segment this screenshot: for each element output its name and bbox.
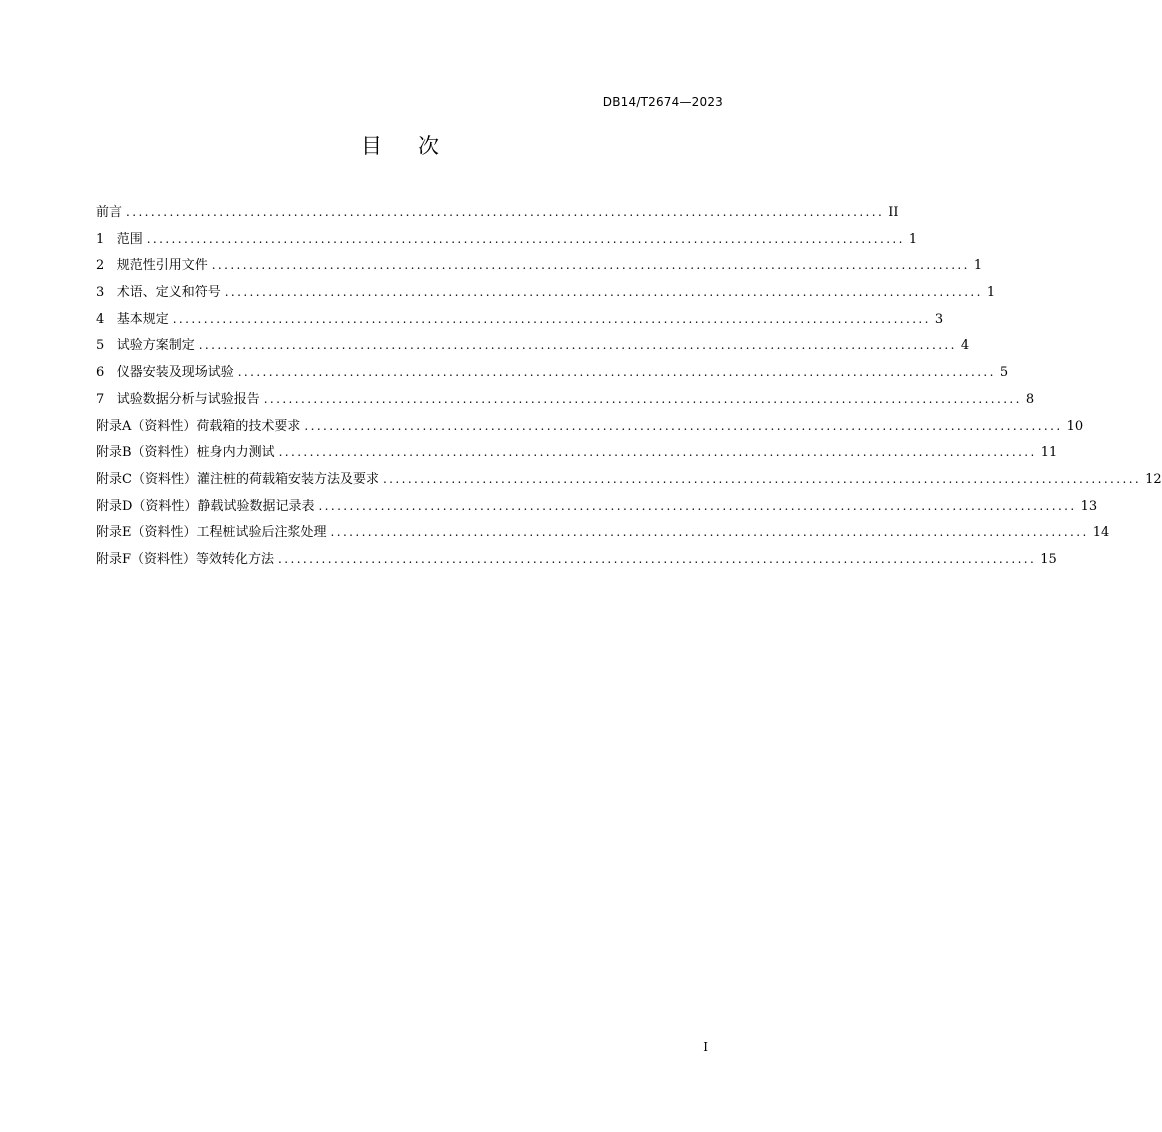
toc-entry-6[interactable] xyxy=(96,361,1009,388)
toc-entry-page: 12 xyxy=(1145,471,1162,487)
toc-leader-dots: .......................................................................................................................... xyxy=(172,311,931,326)
toc-leader-dots: .......................................................................................................................... xyxy=(237,365,996,380)
toc-leader-dots: .......................................................................................................................... xyxy=(304,418,1063,433)
appendix-prefix: 附录C（资料性） xyxy=(96,471,197,487)
toc-leader-dots: .......................................................................................................................... xyxy=(146,231,905,246)
toc-entry-page: 14 xyxy=(1092,525,1110,541)
appendix-label: 灌注桩的荷载箱安装方法及要求 xyxy=(196,471,379,487)
page-title xyxy=(0,130,800,160)
toc-appendix-f[interactable] xyxy=(96,548,1057,575)
toc-leader-dots: .......................................................................................................................... xyxy=(318,498,1077,513)
toc-entry-page: 5 xyxy=(999,365,1009,381)
toc-entry-foreword[interactable] xyxy=(96,201,899,228)
toc-entry-page: 10 xyxy=(1066,418,1084,434)
toc-entry-page: 8 xyxy=(1025,391,1035,407)
toc-entry-page: 1 xyxy=(973,258,983,274)
toc-entry-page: 1 xyxy=(986,285,996,301)
appendix-label: 桩身内力测试 xyxy=(196,445,275,461)
toc-entry-label: 术语、定义和符号 xyxy=(116,285,221,301)
toc-entry-label: 试验方案制定 xyxy=(116,338,195,354)
appendix-label: 等效转化方法 xyxy=(196,551,275,567)
toc-entry-label: 范围 xyxy=(116,231,143,247)
toc-entry-number: 3 xyxy=(96,285,105,301)
appendix-prefix: 附录A（资料性） xyxy=(96,418,197,434)
toc-leader-dots: .......................................................................................................................... xyxy=(278,551,1037,566)
toc-leader-dots: .......................................................................................................................... xyxy=(211,258,970,273)
toc-entry-number: 5 xyxy=(96,338,105,354)
toc-leader-dots: .......................................................................................................................... xyxy=(263,391,1022,406)
toc-entry-2[interactable] xyxy=(96,254,983,281)
toc-entry-label: 试验数据分析与试验报告 xyxy=(116,391,260,407)
toc-appendix-e[interactable] xyxy=(96,521,1110,548)
toc-entry-number: 7 xyxy=(96,391,105,407)
toc-entry-5[interactable] xyxy=(96,334,970,361)
appendix-label: 静载试验数据记录表 xyxy=(197,498,315,514)
toc-entry-label: 规范性引用文件 xyxy=(116,258,208,274)
appendix-label: 荷载箱的技术要求 xyxy=(196,418,301,434)
toc-leader-dots: .......................................................................................................................... xyxy=(330,525,1089,540)
title-char-1: 目 xyxy=(361,134,382,158)
toc-entry-page: 13 xyxy=(1080,498,1098,514)
toc-appendix-c[interactable] xyxy=(96,468,1162,495)
appendix-prefix: 附录B（资料性） xyxy=(96,445,197,461)
toc-leader-dots: .......................................................................................................................... xyxy=(382,471,1142,486)
toc-entry-number: 4 xyxy=(96,311,105,327)
toc-entry-number: 2 xyxy=(96,258,105,274)
toc-entry-page: 1 xyxy=(908,231,918,247)
toc-entry-page: 4 xyxy=(960,338,970,354)
toc-entry-number: 6 xyxy=(96,365,105,381)
appendix-prefix: 附录D（资料性） xyxy=(96,498,198,514)
appendix-prefix: 附录E（资料性） xyxy=(96,525,197,541)
toc-leader-dots: .......................................................................................................................... xyxy=(126,205,885,219)
appendix-prefix: 附录F（资料性） xyxy=(96,551,197,567)
toc-entry-label: 仪器安装及现场试验 xyxy=(116,365,234,381)
page-number: I xyxy=(703,1040,708,1054)
toc-appendix-b[interactable] xyxy=(96,441,1058,468)
toc-entry-1[interactable] xyxy=(96,228,918,255)
toc-entry-3[interactable] xyxy=(96,281,996,308)
toc-entry-label: 基本规定 xyxy=(116,311,169,327)
appendix-label: 工程桩试验后注浆处理 xyxy=(196,525,327,541)
toc-leader-dots: .......................................................................................................................... xyxy=(278,445,1037,460)
toc-entry-label: 前言 xyxy=(96,205,123,220)
toc-entry-number: 1 xyxy=(96,231,105,247)
toc-leader-dots: .......................................................................................................................... xyxy=(224,285,983,300)
toc-leader-dots: .......................................................................................................................... xyxy=(198,338,957,353)
title-char-2: 次 xyxy=(418,134,439,158)
toc-entry-page: 15 xyxy=(1040,551,1057,567)
toc-entry-4[interactable] xyxy=(96,308,944,335)
document-code: DB14/T2674—2023 xyxy=(602,95,723,109)
toc-appendix-a[interactable] xyxy=(96,415,1084,442)
toc-entry-page: II xyxy=(888,205,899,220)
toc-entry-7[interactable] xyxy=(96,388,1035,415)
toc-appendix-d[interactable] xyxy=(96,495,1098,522)
toc-entry-page: 11 xyxy=(1040,445,1058,461)
toc-entry-page: 3 xyxy=(934,311,944,327)
table-of-contents xyxy=(96,201,1162,575)
